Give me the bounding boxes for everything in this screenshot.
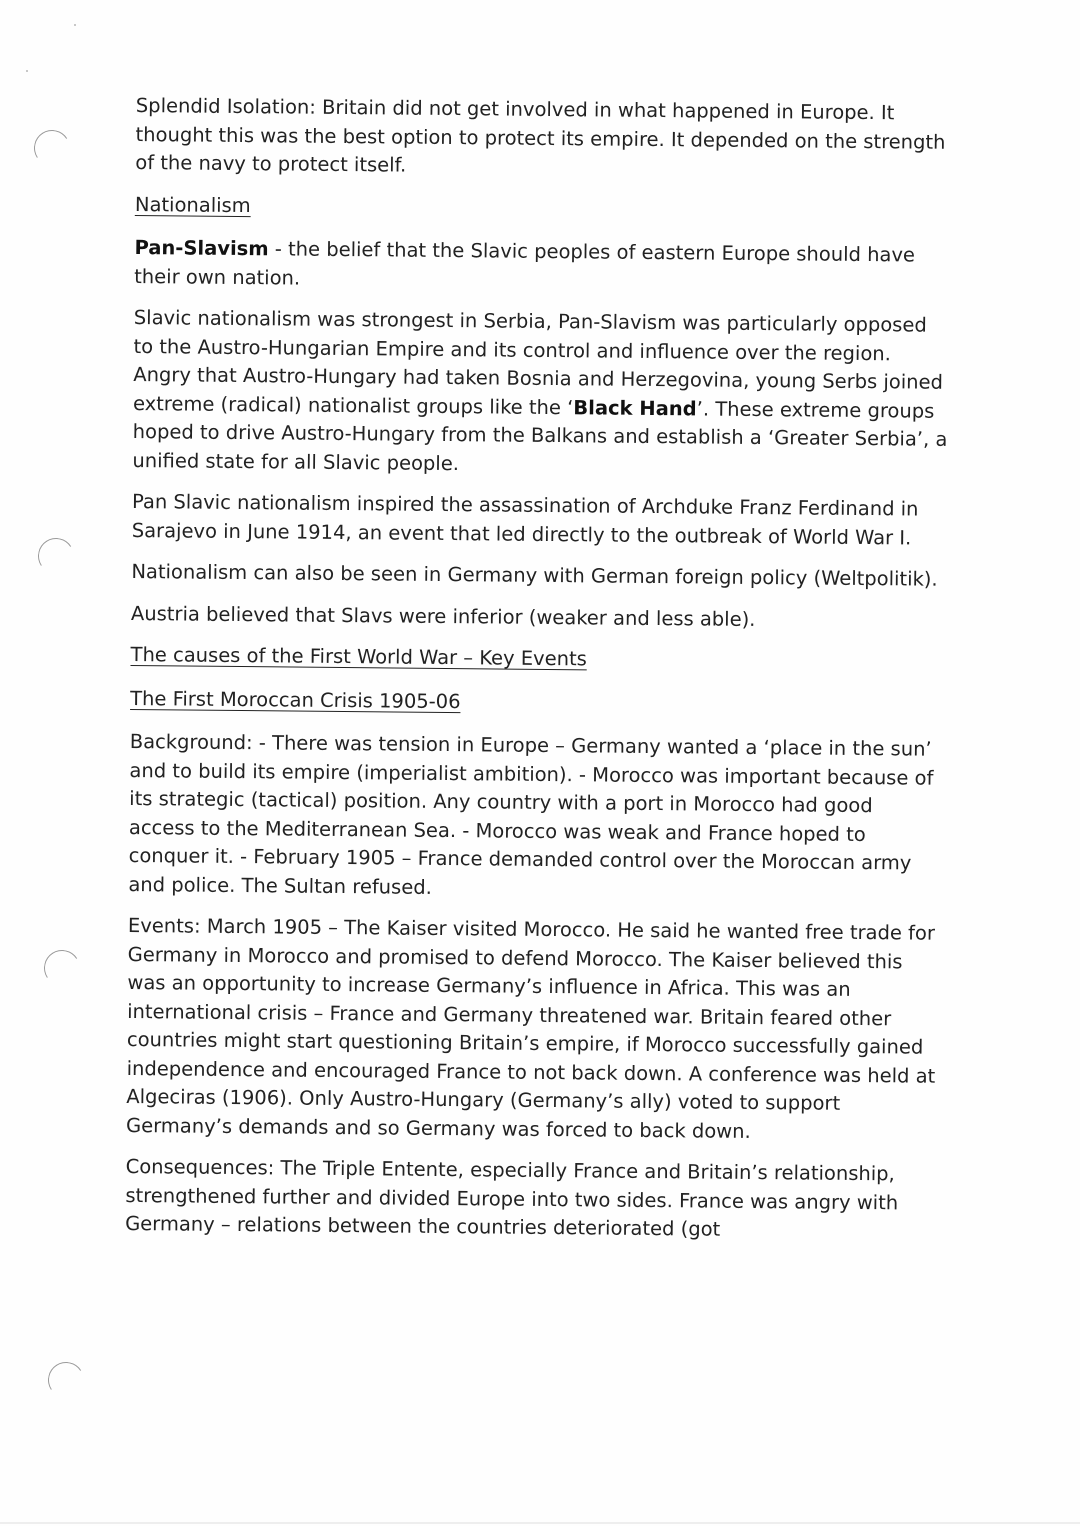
- heading-first-moroccan-crisis: The First Moroccan Crisis 1905-06: [130, 686, 461, 713]
- punch-hole-mark: [35, 535, 78, 578]
- punch-hole-mark: [45, 1359, 88, 1402]
- paragraph-events: Events: March 1905 – The Kaiser visited Morocco. He said he wanted free trade for Germany in Morocco and promised to defend Morocco. The Kaiser believed this was an opportunity to increase Germany’s influence in Africa. This was an international crisis – France and Germany threatened war. Britain feared other countries might start questioning Britain’s empire, if Morocco successfully gained independence and encouraged France to not back down. A conference was held at Algeciras (1906). Only Austro-Hungary (Germany’s ally) voted to support Germany’s demands and so Germany was forced to back down.: [125, 913, 936, 1143]
- punch-hole-mark: [31, 127, 74, 170]
- slavic-nationalism-text-1: Slavic nationalism was strongest in Serbia, Pan-Slavism was particularly opposed to the Austro-Hungarian Empire and its control and influence over the region. Angry that Austro-Hungary had taken Bosnia and Herzegovina, young Serbs joined extreme (radical) nationalist groups like the ‘: [132, 305, 944, 419]
- paragraph-assassination: Pan Slavic nationalism inspired the assassination of Archduke Franz Ferdinand in Sarajevo in June 1914, an event that led directly to the outbreak of World War I.: [131, 489, 919, 549]
- pan-slavism-definition: - the belief that the Slavic peoples of eastern Europe should have their own nation.: [134, 237, 916, 290]
- heading-nationalism: Nationalism: [134, 192, 251, 217]
- punch-hole-mark: [41, 947, 84, 990]
- paragraph-background: Background: - There was tension in Europe – Germany wanted a ‘place in the sun’ and to build its empire (imperialist ambition). - Morocco was important because of its strategic (tactical) position. Any country with a port in Morocco had good access to the Mediterranean Sea. - Morocco was weak and France hoped to conquer it. - February 1905 – France demanded control over the Moroccan army and police. The Sultan refused.: [128, 729, 934, 899]
- paragraph-pan-slavism: [134, 234, 950, 299]
- slavic-nationalism-text-2: ’. These extreme groups hoped to drive Austro-Hungary from the Balkans and establish a ‘Greater Serbia’, a unified state for all Slavic people.: [132, 396, 948, 475]
- page-bottom-edge: [0, 1522, 1080, 1524]
- scan-speck: [26, 70, 28, 72]
- paragraph-slavic-nationalism: [132, 304, 949, 483]
- heading-causes-key-events: The causes of the First World War – Key Events: [130, 642, 587, 671]
- paragraph-austria: Austria believed that Slavs were inferior (weaker and less able).: [130, 601, 756, 631]
- paragraph-germany-nationalism: Nationalism can also be seen in Germany with German foreign policy (Weltpolitik).: [131, 559, 938, 591]
- paragraph-splendid-isolation: Splendid Isolation: Britain did not get involved in what happened in Europe. It thought this was the best option to protect its empire. It depended on the strength of the navy to protect itself.: [135, 93, 946, 177]
- scan-speck: [74, 24, 76, 26]
- term-black-hand: Black Hand: [573, 395, 697, 420]
- document-body: [125, 92, 951, 1259]
- term-pan-slavism: Pan-Slavism: [134, 235, 269, 261]
- paragraph-consequences: Consequences: The Triple Entente, especially France and Britain’s relationship, strengthened further and divided Europe into two sides. France was angry with Germany – relations between the countries deteriorated (got: [125, 1154, 899, 1241]
